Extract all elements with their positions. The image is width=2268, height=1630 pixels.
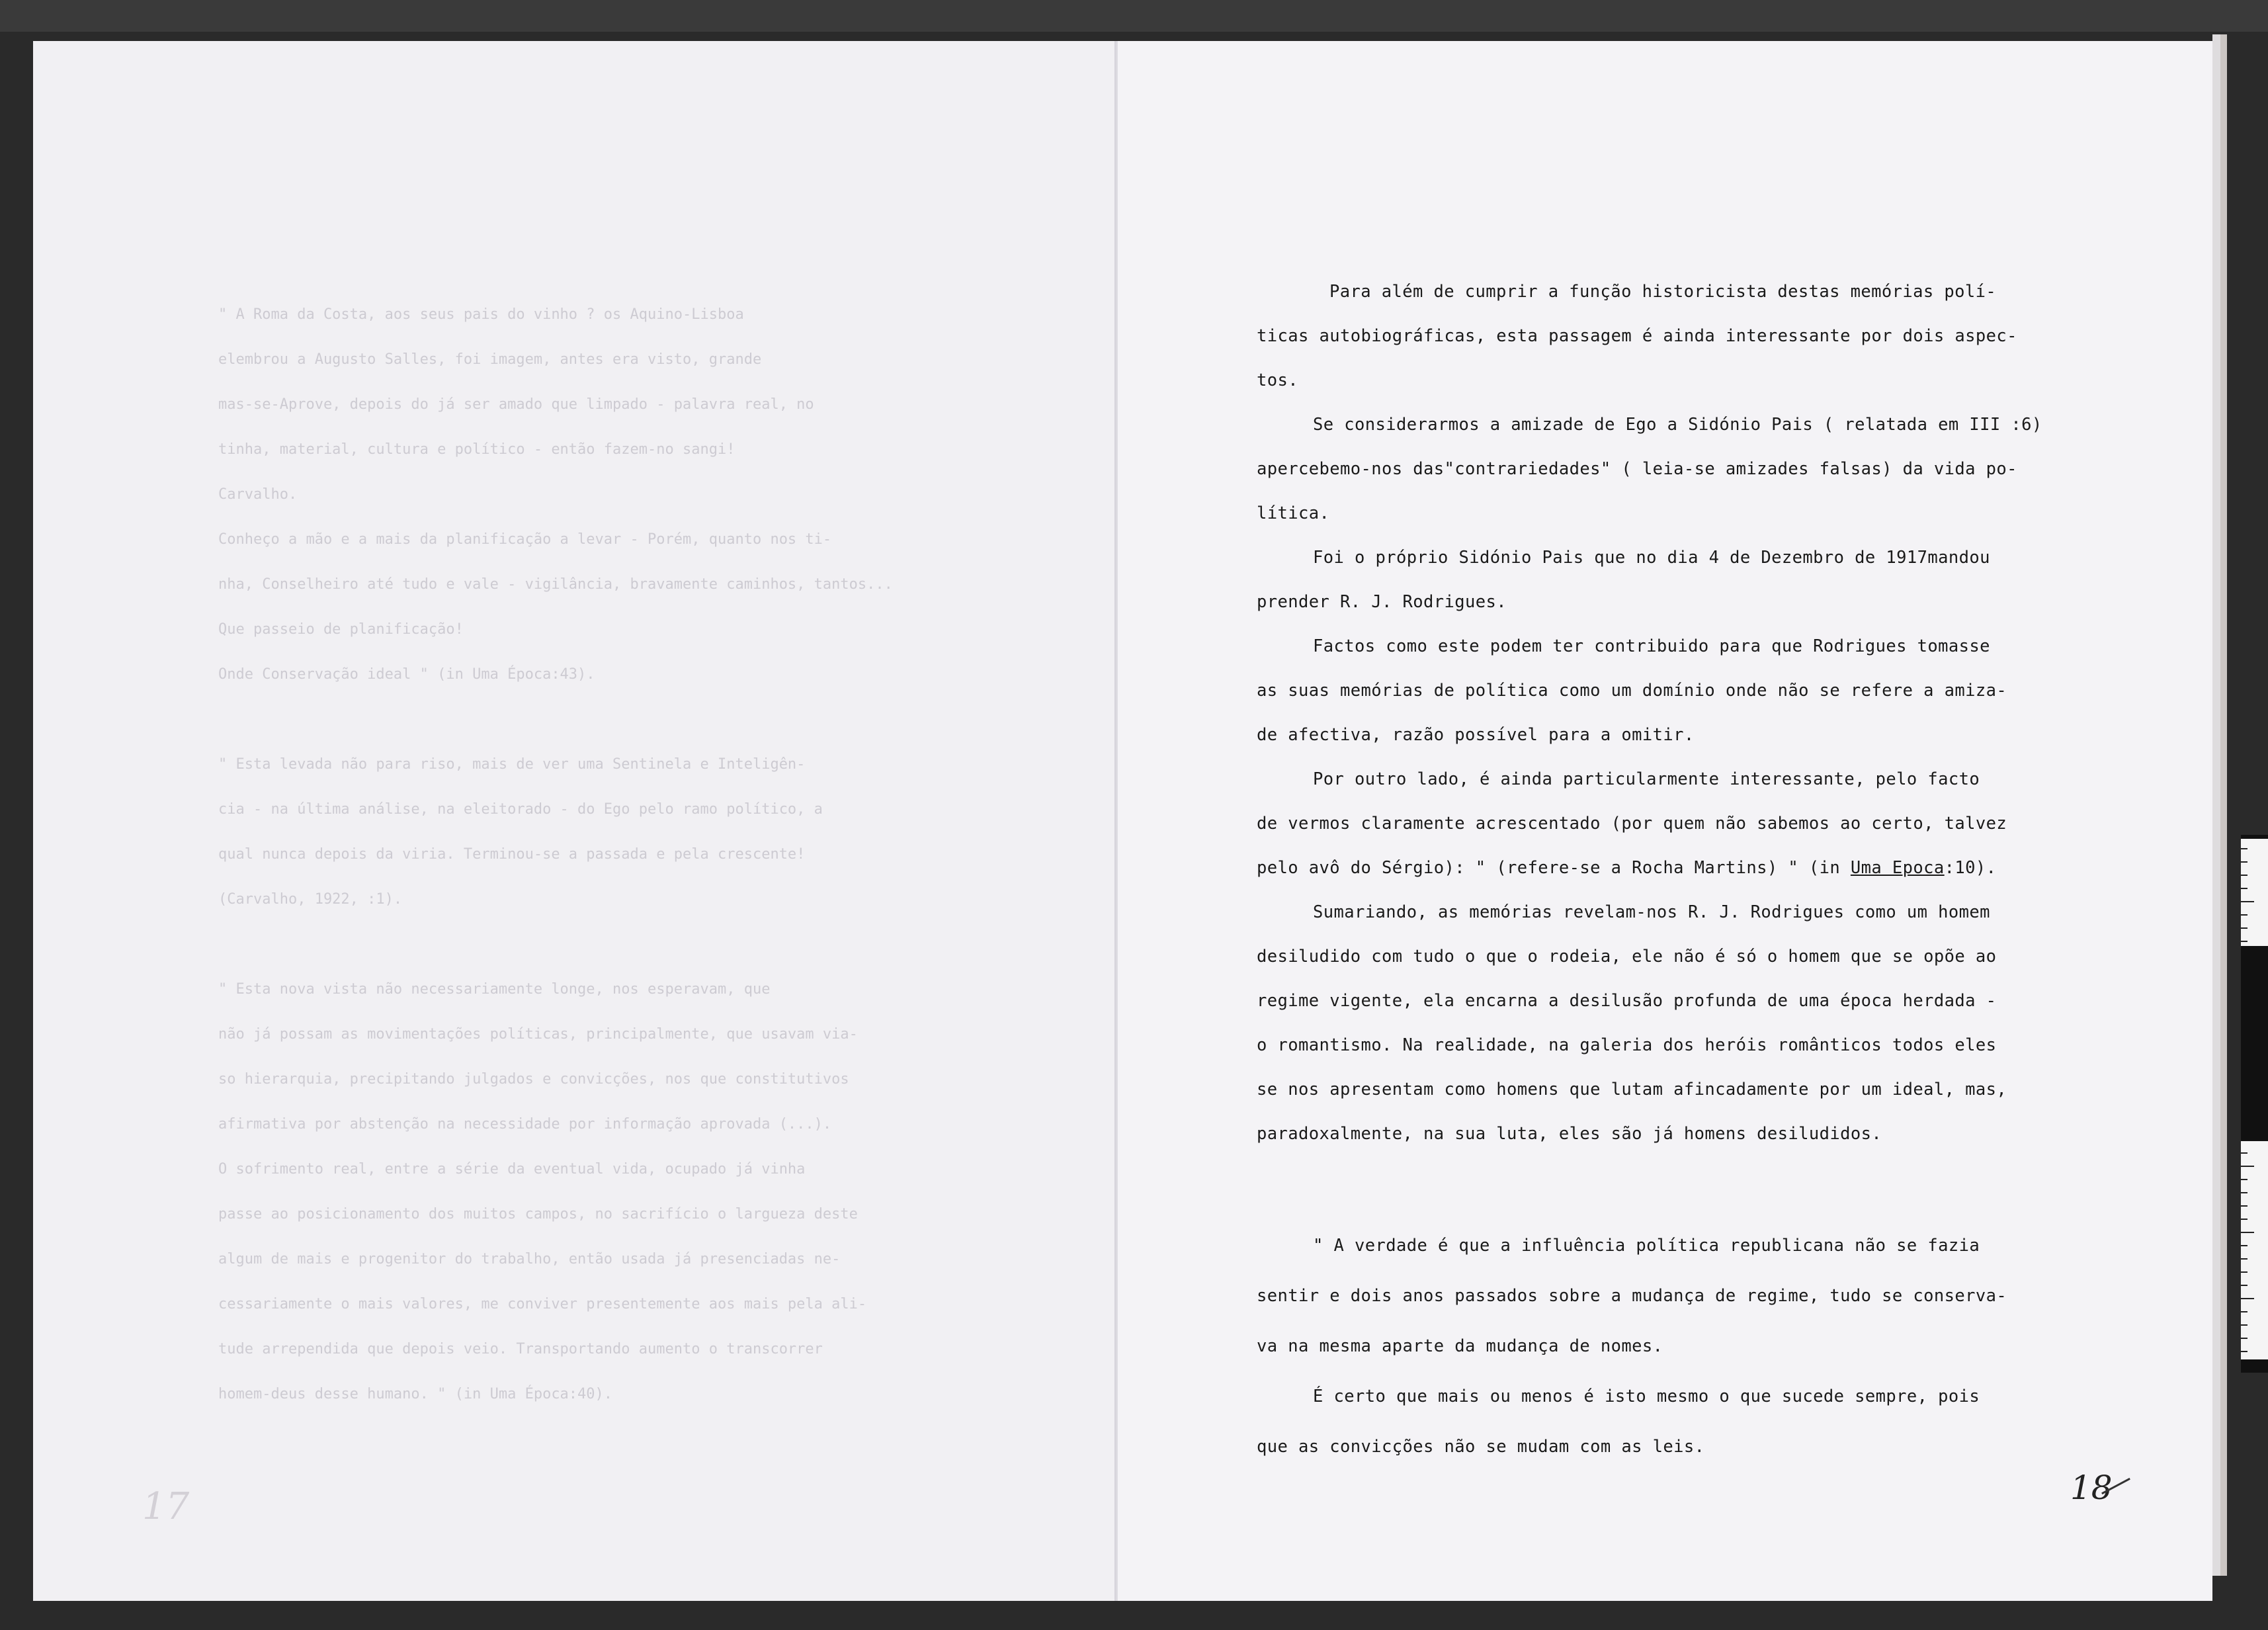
ruler-tick <box>2241 1258 2247 1260</box>
ruler-tick <box>2241 888 2247 889</box>
text-line: as suas memórias de política como um domínio onde não se refere a amiza- <box>1257 681 2007 701</box>
text-line: Se considerarmos a amizade de Ego a Sidónio Pais ( relatada em III :6) <box>1313 415 2042 435</box>
text-line: Foi o próprio Sidónio Pais que no dia 4 de Dezembro de 1917mandou <box>1313 548 1990 568</box>
bleed-line: não já possam as movimentações políticas, principalmente, que usavam via- <box>218 1026 858 1043</box>
bleed-line: mas-se-Aprove, depois do já ser amado que limpado - palavra real, no <box>218 396 814 413</box>
bleed-line: cia - na última análise, na eleitorado - do Ego pelo ramo político, a <box>218 801 823 818</box>
text-line: Para além de cumprir a função historicista destas memórias polí- <box>1329 282 1997 302</box>
ruler-tick <box>2241 1245 2247 1246</box>
ruler-tick <box>2241 941 2247 942</box>
ruler-tick <box>2241 914 2247 916</box>
ruler-tick <box>2241 1298 2254 1299</box>
text-line: lítica. <box>1257 503 1330 523</box>
ruler-tick <box>2241 1285 2247 1286</box>
bleed-line: Conheço a mão e a mais da planificação a levar - Porém, quanto nos ti- <box>218 531 832 548</box>
text-line: tos. <box>1257 370 1299 390</box>
quote-line: " A verdade é que a influência política republicana não se fazia <box>1313 1236 1980 1256</box>
ruler-tick <box>2241 1232 2254 1233</box>
main-text-block <box>1257 270 2090 1156</box>
text-line: apercebemo-nos das"contrariedades" ( leia-se amizades falsas) da vida po- <box>1257 459 2017 479</box>
bleed-line: homem-deus desse humano. " (in Uma Época:40). <box>218 1386 613 1402</box>
text-line: regime vigente, ela encarna a desilusão profunda de uma época herdada - <box>1257 991 1997 1011</box>
quote-line: É certo que mais ou menos é isto mesmo o que sucede sempre, pois <box>1313 1387 1980 1406</box>
ruler-tick <box>2241 1271 2247 1273</box>
bleed-line: qual nunca depois da viria. Terminou-se a passada e pela crescente! <box>218 846 806 863</box>
text-line: o romantismo. Na realidade, na galeria dos heróis românticos todos eles <box>1257 1035 1997 1055</box>
text-line: Factos como este podem ter contribuido para que Rodrigues tomasse <box>1313 636 1990 656</box>
ruler-tick <box>2241 1192 2247 1193</box>
bleed-line: " Esta nova vista não necessariamente longe, nos esperavam, que <box>218 981 771 998</box>
bleed-line: cessariamente o mais valores, me conviver presentemente aos mais pela ali- <box>218 1296 867 1312</box>
bleed-line: Onde Conservação ideal " (in Uma Época:43). <box>218 666 595 683</box>
citation-prefix: pelo avô do Sérgio): " (refere-se a Rocha Martins) " (in <box>1257 858 1851 878</box>
ruler-tick <box>2241 875 2247 876</box>
left-page <box>33 41 1118 1601</box>
text-line: paradoxalmente, na sua luta, eles são já homens desiludidos. <box>1257 1124 1882 1144</box>
bleed-line: passe ao posicionamento dos muitos campos, no sacrifício o largueza deste <box>218 1206 858 1222</box>
ruler-tick <box>2241 1311 2247 1312</box>
ruler-tick <box>2241 1152 2247 1154</box>
bleed-line: so hierarquia, precipitando julgados e convicções, nos que constitutivos <box>218 1071 849 1088</box>
ruler-tick <box>2241 927 2247 929</box>
quote-line: sentir e dois anos passados sobre a mudança de regime, tudo se conserva- <box>1257 1286 2007 1306</box>
text-line: se nos apresentam como homens que lutam afincadamente por um ideal, mas, <box>1257 1080 2007 1099</box>
bleed-line: algum de mais e progenitor do trabalho, então usada já presenciadas ne- <box>218 1251 841 1267</box>
bleed-line: (Carvalho, 1922, :1). <box>218 891 403 908</box>
bleed-line: afirmativa por abstenção na necessidade por informação aprovada (...). <box>218 1116 832 1133</box>
text-line: de vermos claramente acrescentado (por quem não sabemos ao certo, talvez <box>1257 814 2007 834</box>
left-page-number: 17 <box>142 1485 190 1528</box>
bleed-line: Que passeio de planificação! <box>218 621 464 638</box>
ruler-tick <box>2241 1179 2247 1180</box>
bleed-line: Carvalho. <box>218 486 298 503</box>
ruler-tick <box>2241 1338 2247 1339</box>
text-line: ticas autobiográficas, esta passagem é ainda interessante por dois aspec- <box>1257 326 2017 346</box>
quote-line: que as convicções não se mudam com as leis. <box>1257 1437 1705 1457</box>
ruler-tick <box>2241 1219 2247 1220</box>
page-edge <box>2212 34 2220 1576</box>
text-line: Por outro lado, é ainda particularmente interessante, pelo facto <box>1313 769 1980 789</box>
quote-line: va na mesma aparte da mudança de nomes. <box>1257 1336 1663 1356</box>
bleed-line: " A Roma da Costa, aos seus pais do vinho ? os Aquino-Lisboa <box>218 306 744 323</box>
ruler-segment <box>2241 1359 2268 1373</box>
text-line-citation <box>1257 846 2090 890</box>
ruler-tick <box>2241 1324 2247 1326</box>
ruler-tick <box>2241 861 2247 863</box>
bleed-line: O sofrimento real, entre a série da eventual vida, ocupado já vinha <box>218 1161 806 1178</box>
ruler-tick <box>2241 1205 2247 1207</box>
text-line: prender R. J. Rodrigues. <box>1257 592 1507 612</box>
text-line: Sumariando, as memórias revelam-nos R. J. Rodrigues como um homem <box>1313 902 1990 922</box>
bleed-line: nha, Conselheiro até tudo e vale - vigilância, bravamente caminhos, tantos... <box>218 576 893 593</box>
citation-title: Uma Epoca <box>1850 858 1945 878</box>
ruler-tick <box>2241 848 2247 849</box>
text-line: desiludido com tudo o que o rodeia, ele não é só o homem que se opõe ao <box>1257 947 1997 966</box>
ruler-tick <box>2241 1166 2254 1167</box>
ruler-segment <box>2241 946 2268 1141</box>
scanner-background-strip <box>0 0 2268 32</box>
bleed-line: tinha, material, cultura e político - então fazem-no sangi! <box>218 441 735 458</box>
bleed-line: " Esta levada não para riso, mais de ver uma Sentinela e Inteligên- <box>218 756 806 773</box>
text-line: de afectiva, razão possível para a omitir. <box>1257 725 1695 745</box>
page-edge-shadow <box>2220 34 2227 1576</box>
ruler-tick <box>2241 901 2254 902</box>
bleed-line: tude arrependida que depois veio. Transportando aumento o transcorrer <box>218 1341 823 1357</box>
right-page-number: 18 <box>2070 1469 2113 1507</box>
citation-suffix: :10). <box>1944 858 1997 878</box>
bleed-line: elembrou a Augusto Salles, foi imagem, antes era visto, grande <box>218 351 762 368</box>
ruler-segment <box>2241 835 2268 839</box>
quote-block <box>1257 1221 2090 1472</box>
ruler-tick <box>2241 1351 2247 1352</box>
